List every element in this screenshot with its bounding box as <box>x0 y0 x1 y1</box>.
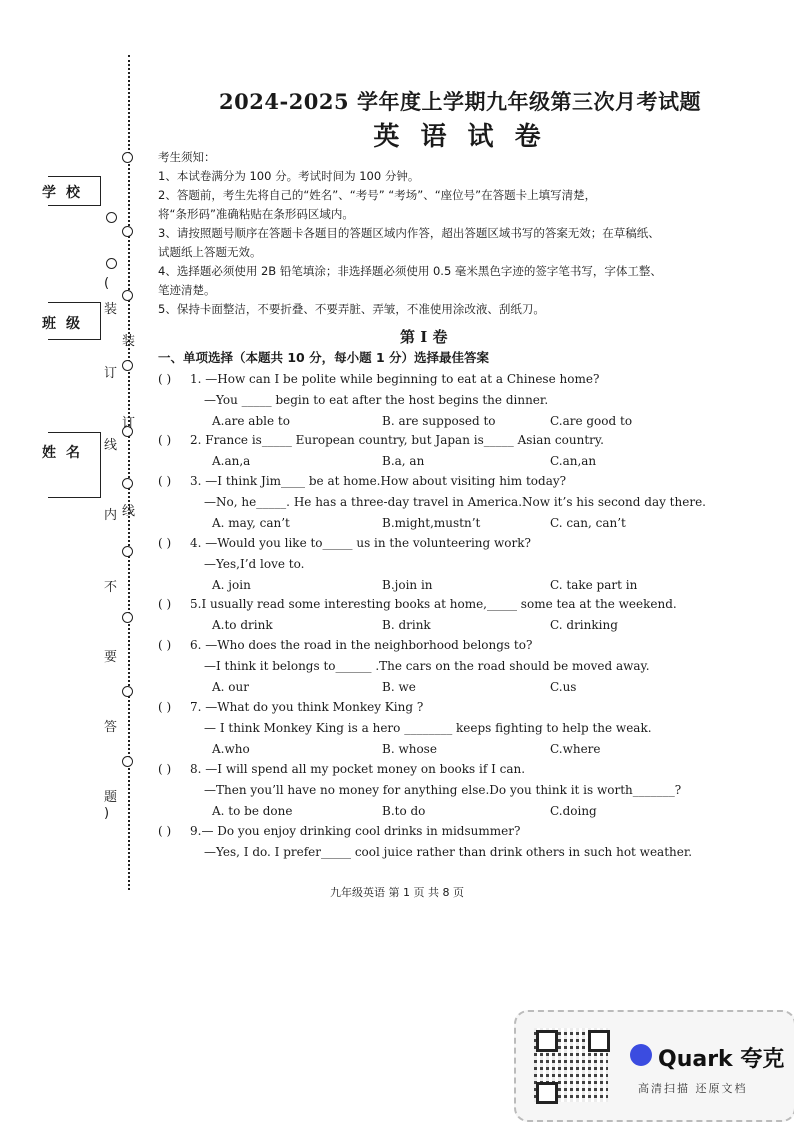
question-stem: 3. —I think Jim____ be at home.How about visiting him today? <box>190 474 567 488</box>
answer-option: C.doing <box>550 804 597 818</box>
answer-option: B. are supposed to <box>382 414 496 428</box>
watermark-tagline: 高清扫描 还原文档 <box>638 1082 748 1095</box>
notice-line: 4、选择题必须使用 2B 铅笔填涂；非选择题必须使用 0.5 毫米黑色字迹的签字笔书写，字体工整、 <box>158 264 662 278</box>
answer-paren: ( ) <box>158 372 172 386</box>
question-stem: 2. France is_____ European country, but Japan is_____ Asian country. <box>190 433 604 447</box>
binding-hole <box>106 258 117 269</box>
answer-option: C.are good to <box>550 414 633 428</box>
binding-hole <box>122 360 133 371</box>
answer-option: A.an,a <box>212 454 251 468</box>
quark-watermark <box>514 1010 794 1122</box>
vertical-char-right: 订 <box>122 416 136 431</box>
answer-option: C.us <box>550 680 577 694</box>
qr-finder <box>588 1030 610 1052</box>
vertical-char: 答 <box>104 720 118 735</box>
qr-finder <box>536 1030 558 1052</box>
question-stem: 7. —What do you think Monkey King ? <box>190 700 424 714</box>
answer-option: C. drinking <box>550 618 618 632</box>
answer-option: A. our <box>212 680 249 694</box>
answer-paren: ( ) <box>158 474 172 488</box>
answer-option: C. can, can’t <box>550 516 626 530</box>
answer-option: B. whose <box>382 742 437 756</box>
part-heading: 一、单项选择（本题共 10 分，每小题 1 分）选择最佳答案 <box>158 350 490 365</box>
answer-paren: ( ) <box>158 536 172 550</box>
vertical-char-right: 装 <box>122 334 136 349</box>
vertical-char: 要 <box>104 650 118 665</box>
class-field-prefix: 班 <box>42 316 56 332</box>
page-footer: 九年级英语 第 1 页 共 8 页 <box>330 886 464 899</box>
notice-line: 3、请按照题号顺序在答题卡各题目的答题区域内作答，超出答题区域书写的答案无效；在草稿纸、 <box>158 226 660 240</box>
notice-heading: 考生须知： <box>158 150 216 164</box>
section-title: 第 I 卷 <box>400 328 448 346</box>
exam-subtitle: 英 语 试 卷 <box>373 122 547 152</box>
question-line: —Yes, I do. I prefer_____ cool juice rather than drink others in such hot weather. <box>204 845 693 859</box>
vertical-char: ) <box>104 806 110 821</box>
binding-hole <box>122 290 133 301</box>
answer-option: C.an,an <box>550 454 597 468</box>
notice-line: 1、本试卷满分为 100 分。考试时间为 100 分钟。 <box>158 169 420 183</box>
question-stem: 6. —Who does the road in the neighborhood belongs to? <box>190 638 533 652</box>
answer-paren: ( ) <box>158 638 172 652</box>
binding-hole <box>122 152 133 163</box>
binding-hole <box>122 612 133 623</box>
notice-line: 试题纸上答题无效。 <box>158 245 262 259</box>
name-field-label: 名 <box>66 445 80 461</box>
exam-title: 2024-2025 学年度上学期九年级第三次月考试题 <box>219 89 701 114</box>
vertical-char: 内 <box>104 508 118 523</box>
vertical-char: 题 <box>104 790 118 805</box>
class-field-label: 级 <box>66 316 80 332</box>
answer-option: B.might,mustn’t <box>382 516 481 530</box>
answer-paren: ( ) <box>158 824 172 838</box>
answer-option: A.to drink <box>212 618 273 632</box>
answer-option: A. to be done <box>212 804 293 818</box>
question-line: —No, he_____. He has a three-day travel in America.Now it’s his second day there. <box>204 495 706 509</box>
answer-option: A. may, can’t <box>212 516 290 530</box>
qr-finder <box>536 1082 558 1104</box>
binding-hole <box>122 686 133 697</box>
vertical-char: 装 <box>104 302 118 317</box>
question-line: — I think Monkey King is a hero ________ keeps fighting to help the weak. <box>204 721 652 735</box>
answer-paren: ( ) <box>158 700 172 714</box>
notice-line: 笔迹清楚。 <box>158 283 216 297</box>
question-line: —Then you’ll have no money for anything else.Do you think it is worth_______? <box>204 783 682 797</box>
answer-option: B.to do <box>382 804 426 818</box>
answer-option: A. join <box>212 578 251 592</box>
binding-hole <box>122 756 133 767</box>
binding-hole <box>122 546 133 557</box>
notice-line: 2、答题前，考生先将自己的“姓名”、“考号” “考场”、“座位号”在答题卡上填写清楚， <box>158 188 597 202</box>
exam-notice <box>158 148 718 319</box>
notice-line: 5、保持卡面整洁，不要折叠、不要弄脏、弄皱，不准使用涂改液、刮纸刀。 <box>158 302 545 316</box>
vertical-char: 线 <box>104 438 118 453</box>
answer-option: C. take part in <box>550 578 638 592</box>
answer-paren: ( ) <box>158 433 172 447</box>
binding-hole <box>106 212 117 223</box>
question-stem: 4. —Would you like to_____ us in the volunteering work? <box>190 536 531 550</box>
school-field-label: 校 <box>66 185 80 201</box>
question-line: —You _____ begin to eat after the host begins the dinner. <box>204 393 549 407</box>
answer-option: B.join in <box>382 578 433 592</box>
vertical-char: 不 <box>104 580 118 595</box>
question-stem: 1. —How can I be polite while beginning to eat at a Chinese home? <box>190 372 600 386</box>
answer-option: B.a, an <box>382 454 425 468</box>
vertical-char: 订 <box>104 366 118 381</box>
answer-option: C.where <box>550 742 601 756</box>
answer-paren: ( ) <box>158 597 172 611</box>
question-stem: 5.I usually read some interesting books at home,_____ some tea at the weekend. <box>190 597 677 611</box>
quark-logo-icon <box>630 1044 652 1066</box>
school-field-prefix: 学 <box>42 185 56 201</box>
vertical-char: ( <box>104 276 110 291</box>
binding-hole <box>122 478 133 489</box>
question-line: —Yes,I’d love to. <box>204 557 305 571</box>
question-stem: 9.— Do you enjoy drinking cool drinks in midsummer? <box>190 824 521 838</box>
answer-paren: ( ) <box>158 762 172 776</box>
notice-line: 将“条形码”准确粘贴在条形码区域内。 <box>158 207 354 221</box>
vertical-char-right: 线 <box>122 504 136 519</box>
answer-option: B. drink <box>382 618 431 632</box>
name-field-prefix: 姓 <box>42 445 56 461</box>
binding-hole <box>122 226 133 237</box>
answer-option: A.who <box>212 742 250 756</box>
question-line: —I think it belongs to______ .The cars on the road should be moved away. <box>204 659 650 673</box>
answer-option: A.are able to <box>212 414 290 428</box>
watermark-brand: Quark 夸克 <box>658 1047 785 1072</box>
question-stem: 8. —I will spend all my pocket money on books if I can. <box>190 762 526 776</box>
answer-option: B. we <box>382 680 416 694</box>
